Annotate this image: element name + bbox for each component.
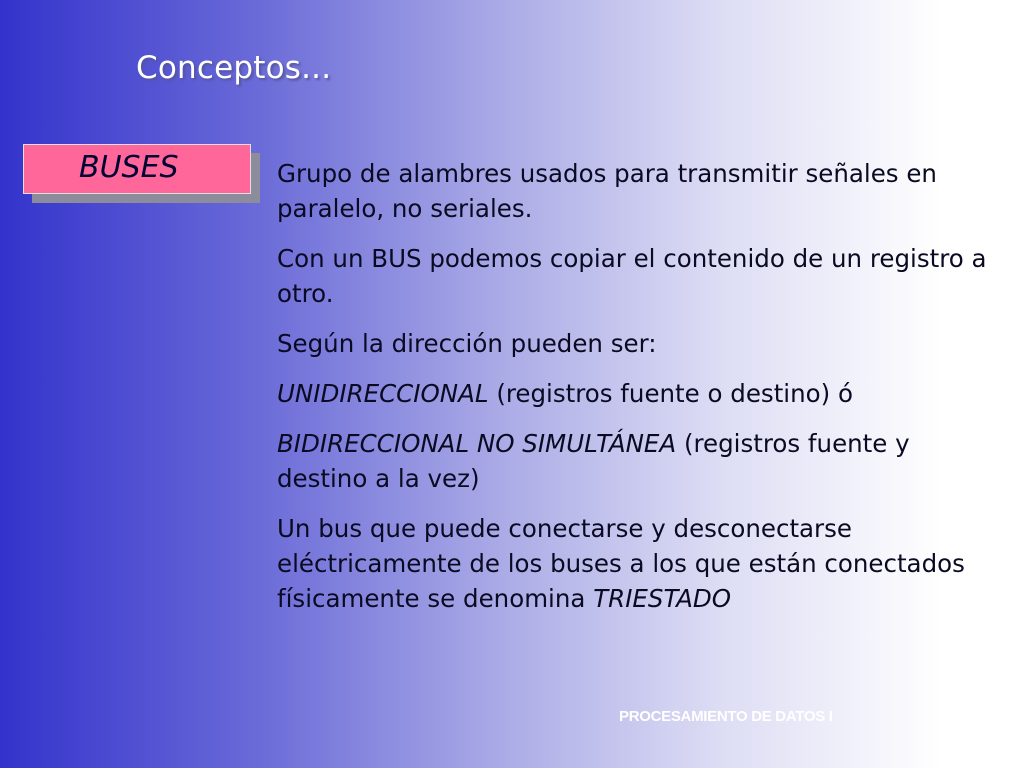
unidirectional-description: (registros fuente o destino) ó: [488, 379, 853, 408]
paragraph-direction: Según la dirección pueden ser:: [277, 329, 657, 358]
paragraph-tristate: [277, 511, 987, 616]
content-body: [277, 156, 987, 631]
paragraph-definition: Grupo de alambres usados para transmitir señales en paralelo, no seriales.: [277, 159, 937, 223]
label-text: BUSES: [79, 150, 179, 185]
paragraph-unidirectional: [277, 376, 987, 411]
tristate-description: Un bus que puede conectarse y desconectarse eléctricamente de los buses a los que están conectados físicamente se denomina: [277, 514, 965, 613]
term-tristate: TRIESTADO: [593, 584, 732, 613]
term-bidirectional: BIDIRECCIONAL NO SIMULTÁNEA: [277, 429, 677, 458]
footer-text: PROCESAMIENTO DE DATOS I: [619, 708, 833, 725]
slide-title: Conceptos...: [136, 50, 332, 86]
paragraph-bus-copy: Con un BUS podemos copiar el contenido de un registro a otro.: [277, 244, 987, 308]
term-unidirectional: UNIDIRECCIONAL: [277, 379, 489, 408]
bidirectional-description: (registros fuente y destino a la vez): [277, 429, 910, 493]
paragraph-bidirectional: [277, 426, 987, 496]
